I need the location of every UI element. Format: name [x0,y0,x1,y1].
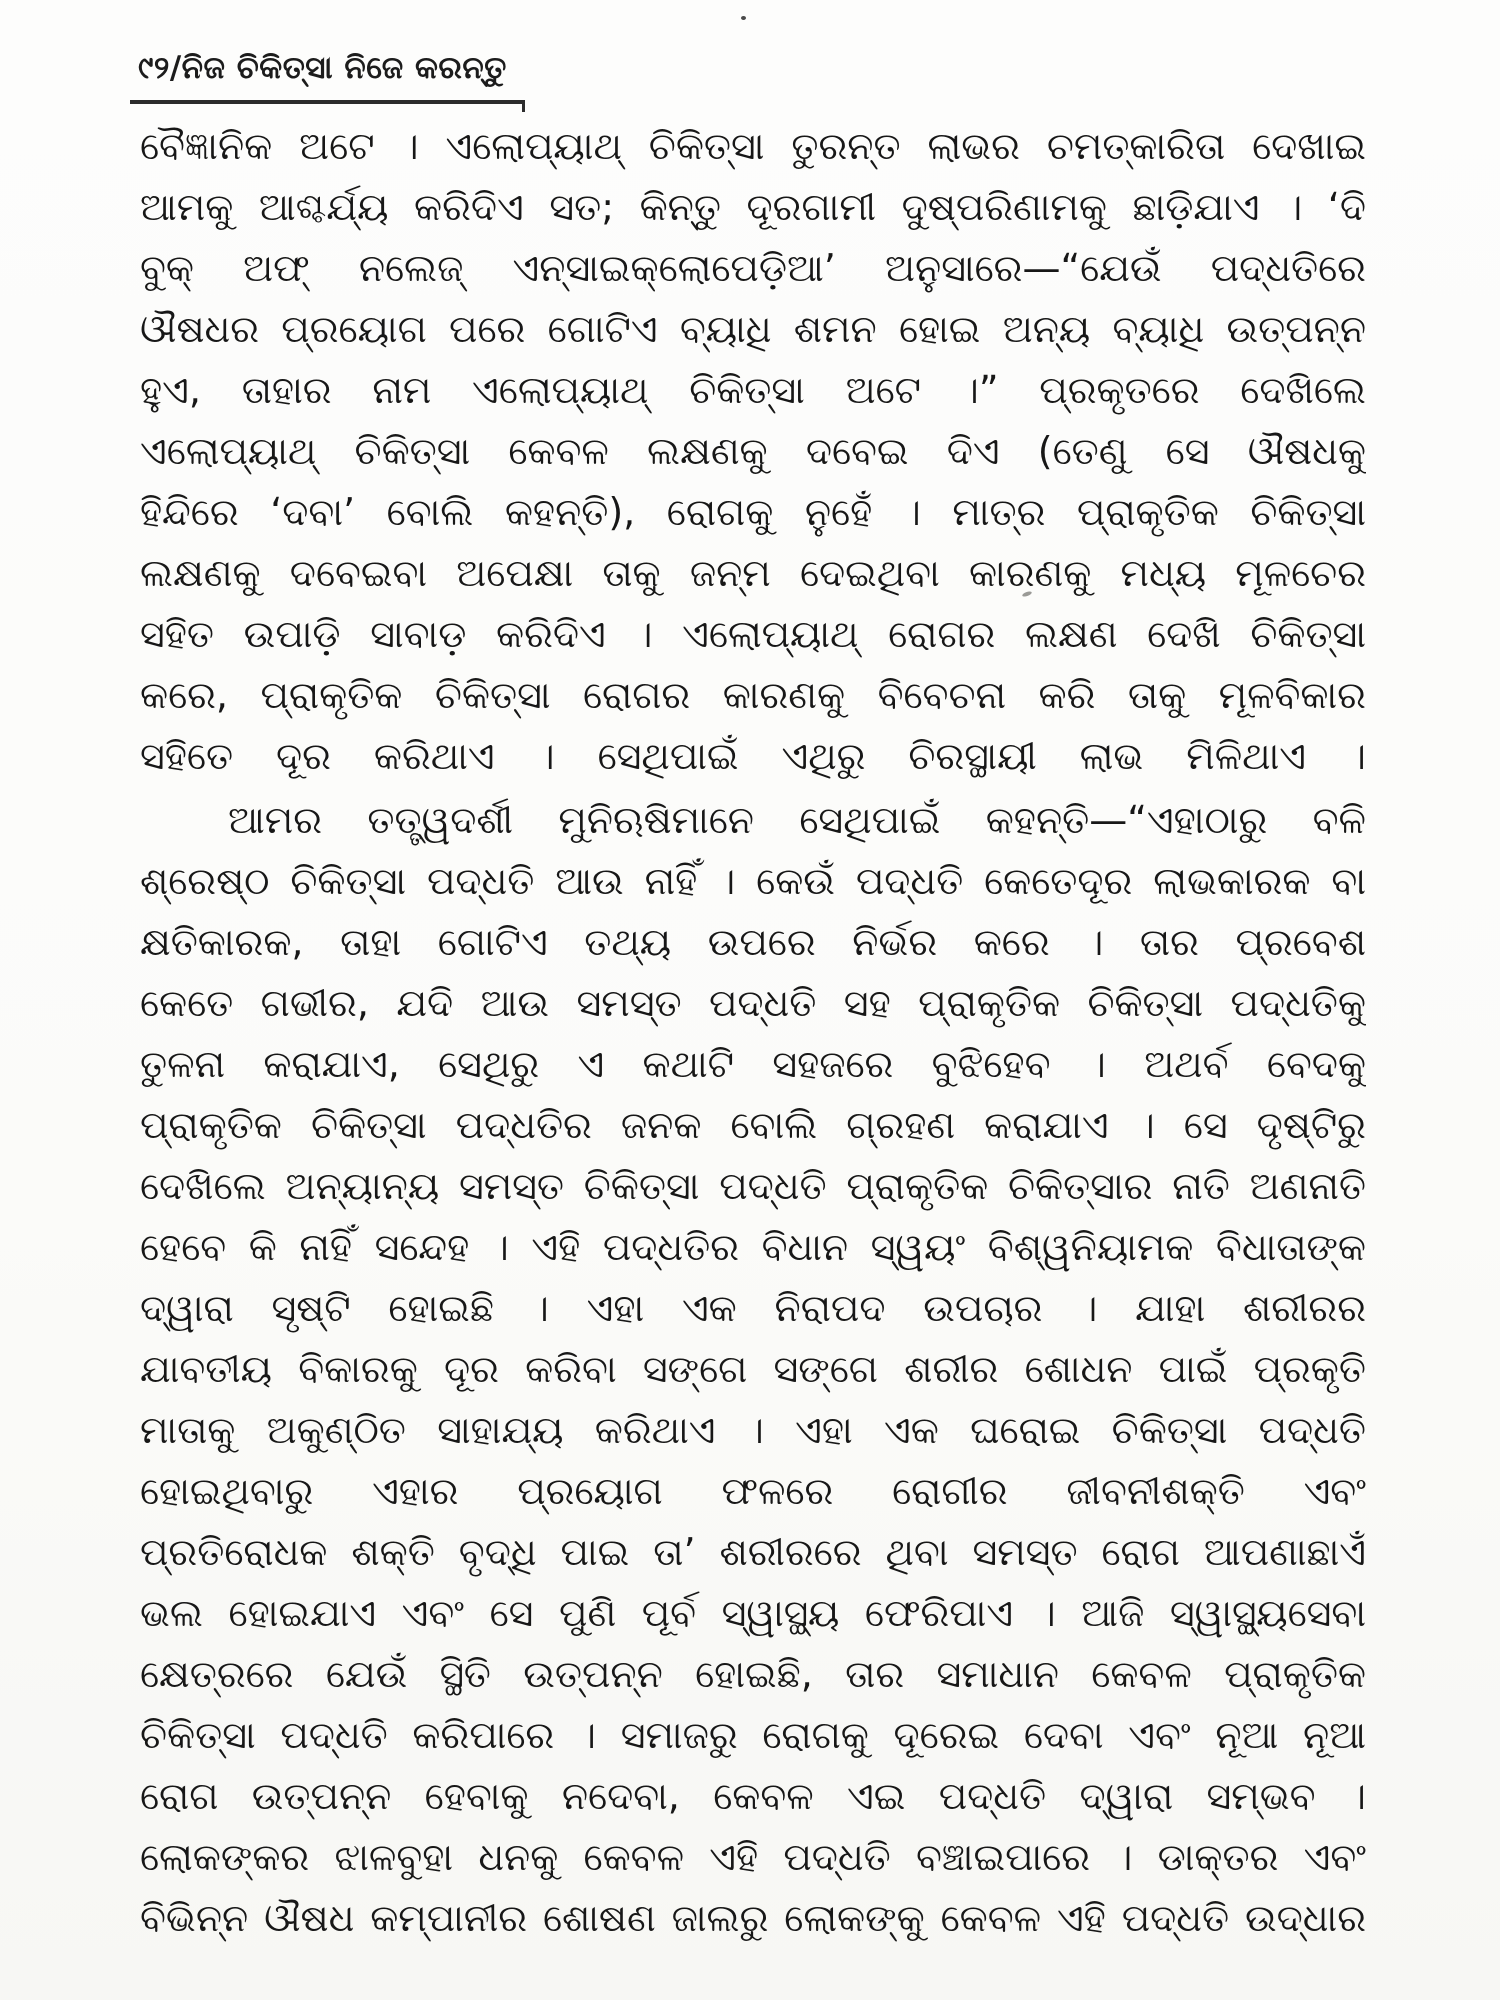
text-line: ବୈଜ୍ଞାନିକ ଅଟେ । ଏଲୋପ୍ୟାଥ୍ ଚିକିତ୍ସା ତୁରନ୍ତ ଲାଭର ଚମତ୍କାରିତା ଦେଖାଇ [140,124,1366,168]
scan-artifact-dot [741,16,746,20]
text-line: ସହିତ ଉପାଡ଼ି ସାବାଡ଼ କରିଦିଏ । ଏଲୋପ୍ୟାଥ୍ ରୋଗର ଲକ୍ଷଣ ଦେଖି ଚିକିତ୍ସା [140,612,1366,656]
text-line: ଔଷଧର ପ୍ରୟୋଗ ପରେ ଗୋଟିଏ ବ୍ୟାଧି ଶମନ ହୋଇ ଅନ୍ୟ ବ୍ୟାଧି ଉତ୍ପନ୍ନ [140,307,1366,351]
body-text [140,116,1366,1949]
text-line: କ୍ଷେତ୍ରରେ ଯେଉଁ ସ୍ଥିତି ଉତ୍ପନ୍ନ ହୋଇଛି, ତାର ସମାଧାନ କେବଳ ପ୍ରାକୃତିକ [140,1652,1366,1696]
text-line: ହୁଏ, ତାହାର ନାମ ଏଲୋପ୍ୟାଥ୍ ଚିକିତ୍ସା ଅଟେ ।” ପ୍ରକୃତରେ ଦେଖିଲେ [140,368,1366,412]
text-line: ଏଲୋପ୍ୟାଥ୍ ଚିକିତ୍ସା କେବଳ ଲକ୍ଷଣକୁ ଦବେଇ ଦିଏ (ତେଣୁ ସେ ଔଷଧକୁ [140,429,1366,473]
text-line: କ୍ଷତିକାରକ, ତାହା ଗୋଟିଏ ତଥ୍ୟ ଉପରେ ନିର୍ଭର କରେ । ତାର ପ୍ରବେଶ [140,920,1366,964]
text-line: ବିଭିନ୍ନ ଔଷଧ କମ୍ପାନୀର ଶୋଷଣ ଜାଲରୁ ଲୋକଙ୍କୁ କେବଳ ଏହି ପଦ୍ଧତି ଉଦ୍ଧାର [140,1896,1366,1940]
text-line: ଯାବତୀୟ ବିକାରକୁ ଦୂର କରିବା ସଙ୍ଗେ ସଙ୍ଗେ ଶରୀର ଶୋଧନ ପାଇଁ ପ୍ରକୃତି [140,1347,1366,1391]
text-line: ବୁକ୍ ଅଫ୍ ନଲେଜ୍ ଏନ୍‌ସାଇକ୍ଲୋପେଡ଼ିଆ’ ଅନୁସାରେ—“ଯେଉଁ ପଦ୍ଧତିରେ [140,246,1366,290]
text-line: ଚିକିତ୍ସା ପଦ୍ଧତି କରିପାରେ । ସମାଜରୁ ରୋଗକୁ ଦୂରେଇ ଦେବା ଏବଂ ନୂଆ ନୂଆ [140,1713,1366,1757]
text-line: ସହିତେ ଦୂର କରିଥାଏ । ସେଥିପାଇଁ ଏଥିରୁ ଚିରସ୍ଥାୟୀ ଲାଭ ମିଳିଥାଏ । [140,734,1366,778]
text-line: ହୋଇଥିବାରୁ ଏହାର ପ୍ରୟୋଗ ଫଳରେ ରୋଗୀର ଜୀବନୀଶକ୍ତି ଏବଂ [140,1469,1366,1513]
text-line: ଦ୍ୱାରା ସୃଷ୍ଟି ହୋଇଛି । ଏହା ଏକ ନିରାପଦ ଉପଚାର । ଯାହା ଶରୀରର [140,1286,1366,1330]
text-line: ହିନ୍ଦିରେ ‘ଦବା’ ବୋଲି କହନ୍ତି), ରୋଗକୁ ନୁହେଁ । ମାତ୍ର ପ୍ରାକୃତିକ ଚିକିତ୍ସା [140,490,1366,534]
text-line: କେତେ ଗଭୀର, ଯଦି ଆଉ ସମସ୍ତ ପଦ୍ଧତି ସହ ପ୍ରାକୃତିକ ଚିକିତ୍ସା ପଦ୍ଧତିକୁ [140,981,1366,1025]
header-underline [130,96,524,104]
text-line: ପ୍ରତିରୋଧକ ଶକ୍ତି ବୃଦ୍ଧି ପାଇ ତା’ ଶରୀରରେ ଥିବା ସମସ୍ତ ରୋଗ ଆପଣାଛାଏଁ [140,1530,1366,1574]
text-line: କରେ, ପ୍ରାକୃତିକ ଚିକିତ୍ସା ରୋଗର କାରଣକୁ ବିବେଚନା କରି ତାକୁ ମୂଳବିକାର [140,673,1366,717]
text-line: ମାତାକୁ ଅକୁଣ୍ଠିତ ସାହାଯ୍ୟ କରିଥାଏ । ଏହା ଏକ ଘରୋଇ ଚିକିତ୍ସା ପଦ୍ଧତି [140,1408,1366,1452]
text-line: ଆମକୁ ଆଶ୍ଚର୍ଯ୍ୟ କରିଦିଏ ସତ; କିନ୍ତୁ ଦୂରଗାମୀ ଦୁଷ୍ପରିଣାମକୁ ଛାଡ଼ିଯାଏ । ‘ଦି [140,185,1366,229]
text-line: ହେବେ କି ନାହିଁ ସନ୍ଦେହ । ଏହି ପଦ୍ଧତିର ବିଧାନ ସ୍ୱୟଂ ବିଶ୍ୱନିୟାମକ ବିଧାତାଙ୍କ [140,1225,1366,1269]
paragraph-2 [140,790,1366,1949]
page-header: ୯୨/ନିଜ ଚିକିତ୍ସା ନିଜେ କରନ୍ତୁ [138,50,507,86]
paragraph-1 [140,116,1366,787]
text-line: ଦେଖିଲେ ଅନ୍ୟାନ୍ୟ ସମସ୍ତ ଚିକିତ୍ସା ପଦ୍ଧତି ପ୍ରାକୃତିକ ଚିକିତ୍ସାର ନାତି ଅଣନାତି [140,1164,1366,1208]
text-line: ରୋଗ ଉତ୍ପନ୍ନ ହେବାକୁ ନଦେବା, କେବଳ ଏଇ ପଦ୍ଧତି ଦ୍ୱାରା ସମ୍ଭବ । [140,1774,1366,1818]
text-line: ଲକ୍ଷଣକୁ ଦବେଇବା ଅପେକ୍ଷା ତାକୁ ଜନ୍ମ ଦେଇଥିବା କାରଣକୁ ମଧ୍ୟ ମୂଳଚେର [140,551,1366,595]
text-line: ଭଲ ହୋଇଯାଏ ଏବଂ ସେ ପୁଣି ପୂର୍ବ ସ୍ୱାସ୍ଥ୍ୟ ଫେରିପାଏ । ଆଜି ସ୍ୱାସ୍ଥ୍ୟସେବା [140,1591,1366,1635]
text-line: ଆମର ତତ୍ତ୍ୱଦର୍ଶୀ ମୁନିଋଷିମାନେ ସେଥିପାଇଁ କହନ୍ତି—“ଏହାଠାରୁ ବଳି [228,798,1366,842]
text-line: ଲୋକଙ୍କର ଝାଳବୁହା ଧନକୁ କେବଳ ଏହି ପଦ୍ଧତି ବଞ୍ଚାଇପାରେ । ଡାକ୍ତର ଏବଂ [140,1835,1366,1879]
text-line: ତୁଳନା କରାଯାଏ, ସେଥିରୁ ଏ କଥାଟି ସହଜରେ ବୁଝିହେବ । ଅଥର୍ବ ବେଦକୁ [140,1042,1366,1086]
text-line: ପ୍ରାକୃତିକ ଚିକିତ୍ସା ପଦ୍ଧତିର ଜନକ ବୋଲି ଗ୍ରହଣ କରାଯାଏ । ସେ ଦୃଷ୍ଟିରୁ [140,1103,1366,1147]
text-line: ଶ୍ରେଷ୍ଠ ଚିକିତ୍ସା ପଦ୍ଧତି ଆଉ ନାହିଁ । କେଉଁ ପଦ୍ଧତି କେତେଦୂର ଲାଭକାରକ ବା [140,859,1366,903]
